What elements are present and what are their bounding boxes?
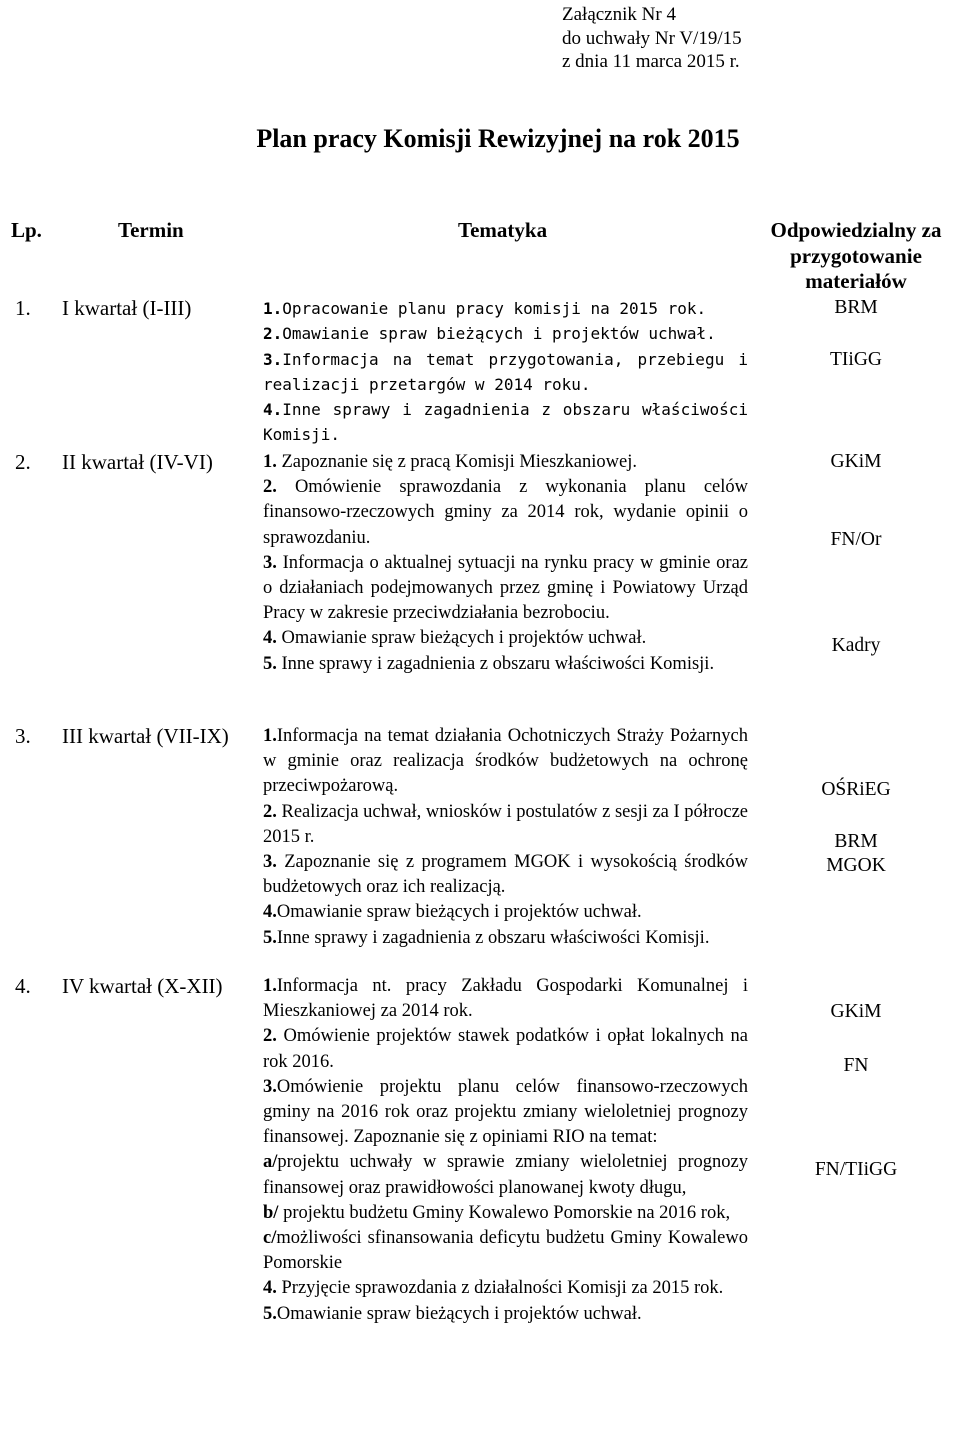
responsible-unit: FN xyxy=(843,1055,869,1076)
responsible-unit: GKiM xyxy=(830,451,882,472)
topic-text: Omówienie projektu planu celów finansowo-rzeczowych gminy na 2016 rok oraz projektu zmiany wieloletniej prognozy finansowej. Zapoznanie się z opiniami RIO na temat: xyxy=(263,1076,748,1148)
topic-item xyxy=(263,551,748,627)
topic-text: Zapoznanie się z pracą Komisji Mieszkaniowej. xyxy=(276,452,637,472)
topic-item xyxy=(263,1302,748,1327)
topic-number: 1. xyxy=(263,452,277,472)
topic-number: 1. xyxy=(263,726,277,746)
topic-item xyxy=(263,397,748,448)
topic-number: 4. xyxy=(263,902,277,923)
topic-text: możliwości sfinansowania deficytu budżetu Gminy Kowalewo Pomorskie xyxy=(263,1228,748,1274)
row-number: 4. xyxy=(15,974,31,998)
topic-number: 2. xyxy=(263,801,277,822)
topic-text: Opracowanie planu pracy komisji na 2015 rok. xyxy=(282,299,707,318)
row-term: I kwartał (I-III) xyxy=(62,296,192,320)
annex-date: z dnia 11 marca 2015 r. xyxy=(562,51,740,72)
topic-item xyxy=(263,724,748,800)
responsible-unit: GKiM xyxy=(830,1001,882,1022)
topic-item xyxy=(263,652,748,677)
topic-text: Inne sprawy i zagadnienia z obszaru właściwości Komisji. xyxy=(276,927,710,948)
row-number: 1. xyxy=(15,296,31,320)
topic-list xyxy=(263,450,748,677)
topic-text: Omówienie projektów stawek podatków i opłat lokalnych na rok 2016. xyxy=(263,1026,748,1072)
topic-number: 3. xyxy=(263,552,277,573)
topic-number: c/ xyxy=(263,1228,277,1249)
row-term: II kwartał (IV-VI) xyxy=(62,450,213,474)
topic-item xyxy=(263,321,748,346)
topic-number: 1. xyxy=(263,976,277,996)
topic-item xyxy=(263,1024,748,1074)
topic-item xyxy=(263,296,748,321)
topic-item xyxy=(263,1276,748,1301)
topic-item xyxy=(263,347,748,398)
annex-resolution: do uchwały Nr V/19/15 xyxy=(562,27,742,49)
topic-item xyxy=(263,1226,748,1276)
topic-number: 4. xyxy=(263,628,277,649)
topic-text: Informacja na temat przygotowania, przebiegu i realizacji przetargów w 2014 roku. xyxy=(263,349,748,394)
responsible-unit: MGOK xyxy=(826,855,886,876)
responsible-unit: OŚRiEG xyxy=(821,779,891,800)
topic-number: a/ xyxy=(263,1152,278,1173)
row-number: 3. xyxy=(15,724,31,748)
topic-item xyxy=(263,974,748,1024)
topic-number: 2. xyxy=(263,1026,277,1047)
topic-item xyxy=(263,800,748,850)
topic-number: 2. xyxy=(263,477,277,498)
topic-item xyxy=(263,626,748,651)
topic-item xyxy=(263,450,748,475)
topic-text: Realizacja uchwał, wniosków i postulatów z sesji za I półrocze 2015 r. xyxy=(263,801,748,847)
topic-text: Omówienie sprawozdania z wykonania planu celów finansowo-rzeczowych gminy za 2014 rok, wydanie opinii o sprawozdaniu. xyxy=(263,477,748,548)
topic-text: Omawianie spraw bieżących i projektów uchwał. xyxy=(276,1303,642,1324)
topic-text: Omawianie spraw bieżących i projektów uchwał. xyxy=(276,902,642,923)
header-responsible: Odpowiedzialny za przygotowanie materiałów xyxy=(770,218,942,293)
topic-number: 3. xyxy=(263,1076,277,1097)
row-number: 2. xyxy=(15,450,31,474)
topic-text: Informacja o aktualnej sytuacji na rynku pracy w gminie oraz o działaniach podejmowanych przez gminę i Powiatowy Urząd Pracy w zakresie przeciwdziałania bezrobociu. xyxy=(263,552,748,624)
topic-item xyxy=(263,475,748,551)
topic-number: 5. xyxy=(263,653,277,674)
header-topics: Tematyka xyxy=(458,218,548,242)
responsible-unit: FN/TIiGG xyxy=(814,1159,898,1180)
topic-item xyxy=(263,926,748,951)
topic-item xyxy=(263,850,748,900)
responsible-unit: BRM xyxy=(834,831,878,852)
annex-number: Załącznik Nr 4 xyxy=(562,4,676,25)
topic-text: projektu budżetu Gminy Kowalewo Pomorskie na 2016 rok, xyxy=(278,1202,731,1223)
topic-list xyxy=(263,974,748,1327)
topic-item xyxy=(263,1150,748,1200)
topic-number: 1. xyxy=(263,299,283,318)
responsible-unit: BRM xyxy=(834,297,878,318)
topic-number: 4. xyxy=(263,1278,277,1299)
topic-list xyxy=(263,296,748,448)
header-term: Termin xyxy=(118,218,184,242)
topic-text: Omawianie spraw bieżących i projektów uchwał. xyxy=(276,628,647,649)
topic-text: projektu uchwały w sprawie zmiany wieloletniej prognozy finansowej oraz prawidłowości planowanej kwoty długu, xyxy=(263,1152,748,1198)
topic-text: Przyjęcie sprawozdania z działalności Komisji za 2015 rok. xyxy=(276,1278,724,1299)
row-term: III kwartał (VII-IX) xyxy=(62,724,229,748)
topic-number: 5. xyxy=(263,1303,277,1324)
topic-text: Omawianie spraw bieżących i projektów uchwał. xyxy=(282,324,716,344)
topic-text: Informacja na temat działania Ochotniczych Straży Pożarnych w gminie oraz realizacja środków budżetowych na ochronę przeciwpożarową. xyxy=(263,726,748,797)
topic-text: Inne sprawy i zagadnienia z obszaru właściwości Komisji. xyxy=(263,400,748,445)
document-title: Plan pracy Komisji Rewizyjnej na rok 2015 xyxy=(256,124,740,153)
topic-number: b/ xyxy=(263,1202,279,1223)
topic-text: Inne sprawy i zagadnienia z obszaru właściwości Komisji. xyxy=(276,653,715,674)
header-lp: Lp. xyxy=(11,218,42,242)
responsible-unit: Kadry xyxy=(831,635,881,656)
topic-number: 3. xyxy=(263,852,277,873)
topic-number: 5. xyxy=(263,927,277,948)
responsible-unit: TIiGG xyxy=(830,349,882,370)
topic-item xyxy=(263,900,748,925)
topic-list xyxy=(263,724,748,951)
topic-item xyxy=(263,1201,748,1226)
topic-text: Informacja nt. pracy Zakładu Gospodarki Komunalnej i Mieszkaniowej za 2014 rok. xyxy=(263,976,748,1022)
topic-number: 3. xyxy=(263,349,283,369)
topic-text: Zapoznanie się z programem MGOK i wysokością środków budżetowych oraz ich realizacją. xyxy=(263,852,748,898)
topic-number: 4. xyxy=(263,400,283,420)
row-term: IV kwartał (X-XII) xyxy=(62,974,223,998)
topic-item xyxy=(263,1075,748,1151)
responsible-unit: FN/Or xyxy=(830,529,882,550)
topic-number: 2. xyxy=(263,324,283,344)
